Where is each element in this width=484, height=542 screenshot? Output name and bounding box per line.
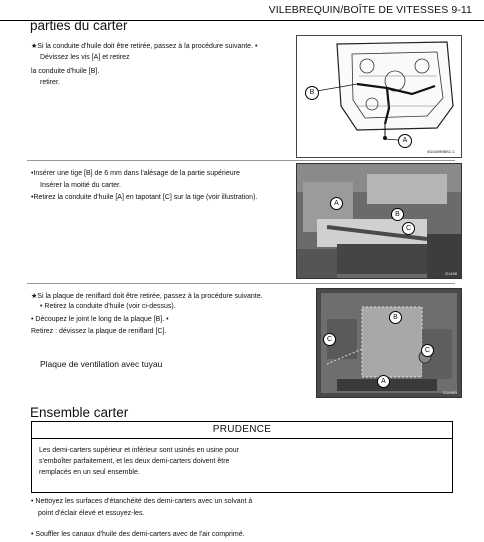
section-title-crankcase-parts: parties du carter	[30, 18, 128, 33]
callout-c: C	[323, 333, 336, 346]
crankcase-photo	[297, 164, 461, 278]
bullet-clean-line-1: • Nettoyez les surfaces d'étanchéité des demi-carters avec un solvant à	[31, 498, 253, 505]
step3-line-1: ★Si la plaque de reniflard doit être retirée, passez à la procédure suivante.	[31, 293, 263, 300]
figure-code: G1498	[444, 271, 457, 276]
note-breather-plate: Plaque de ventilation avec tuyau	[40, 359, 163, 369]
figure-code: B104099BS1 C	[427, 149, 455, 154]
step1-line-1: ★Si la conduite d'huile doit être retirée, passez à la procédure suivante. •	[31, 43, 258, 50]
callout-c: C	[402, 222, 415, 235]
step2-line-1: •Insérer une tige [B] de 6 mm dans l'alésage de la partie supérieure	[31, 170, 240, 177]
figure-oil-pipe-drawing	[296, 35, 462, 158]
caution-box	[31, 421, 453, 493]
figure-breather-plate-photo	[316, 288, 462, 398]
oil-pipe-drawing	[297, 36, 461, 157]
step1-line-3: la conduite d'huile [B].	[31, 68, 100, 75]
step2-line-3: •Retirez la conduite d'huile [A] en tapotant [C] sur la tige (voir illustration).	[31, 194, 258, 201]
callout-b: B	[391, 208, 404, 221]
figure-code: G14963	[442, 390, 457, 395]
separator-2	[27, 283, 455, 284]
caution-line: remplacés en un seul ensemble.	[39, 469, 140, 476]
callout-b: B	[305, 86, 319, 100]
section-title-crankcase-assembly: Ensemble carter	[30, 405, 129, 420]
running-title: VILEBREQUIN/BOÎTE DE VITESSES 9-11	[268, 4, 472, 16]
step1-line-2: Dévissez les vis [A] et retirez	[40, 54, 130, 61]
step3-line-4: Retirez : dévissez la plaque de reniflard [C].	[31, 328, 167, 335]
step2-line-2: Insérer la moitié du carter.	[40, 182, 121, 189]
callout-a: A	[377, 375, 390, 388]
caution-line: s'emboîter parfaitement, et les deux demi-carters doivent être	[39, 458, 230, 465]
callout-a: A	[330, 197, 343, 210]
callout-a: A	[398, 134, 412, 148]
caution-line: Les demi-carters supérieur et inférieur sont usinés en usine pour	[39, 447, 239, 454]
step3-line-3: • Découpez le joint le long de la plaque [B]. •	[31, 316, 169, 323]
callout-b: B	[389, 311, 402, 324]
step3-line-2: • Retirez la conduite d'huile (voir ci-dessus).	[40, 303, 176, 310]
callout-c: C	[421, 344, 434, 357]
step1-line-4: retirer.	[40, 79, 60, 86]
caution-body	[39, 445, 239, 478]
separator-1	[27, 160, 455, 161]
bullet-clean-line-2: point d'éclair élevé et essuyez-les.	[38, 510, 145, 517]
figure-oil-pipe-photo	[296, 163, 462, 279]
bullet-blow-oil-passages: • Souffler les canaux d'huile des demi-carters avec de l'air comprimé.	[31, 531, 245, 538]
caution-title: PRUDENCE	[32, 422, 452, 439]
